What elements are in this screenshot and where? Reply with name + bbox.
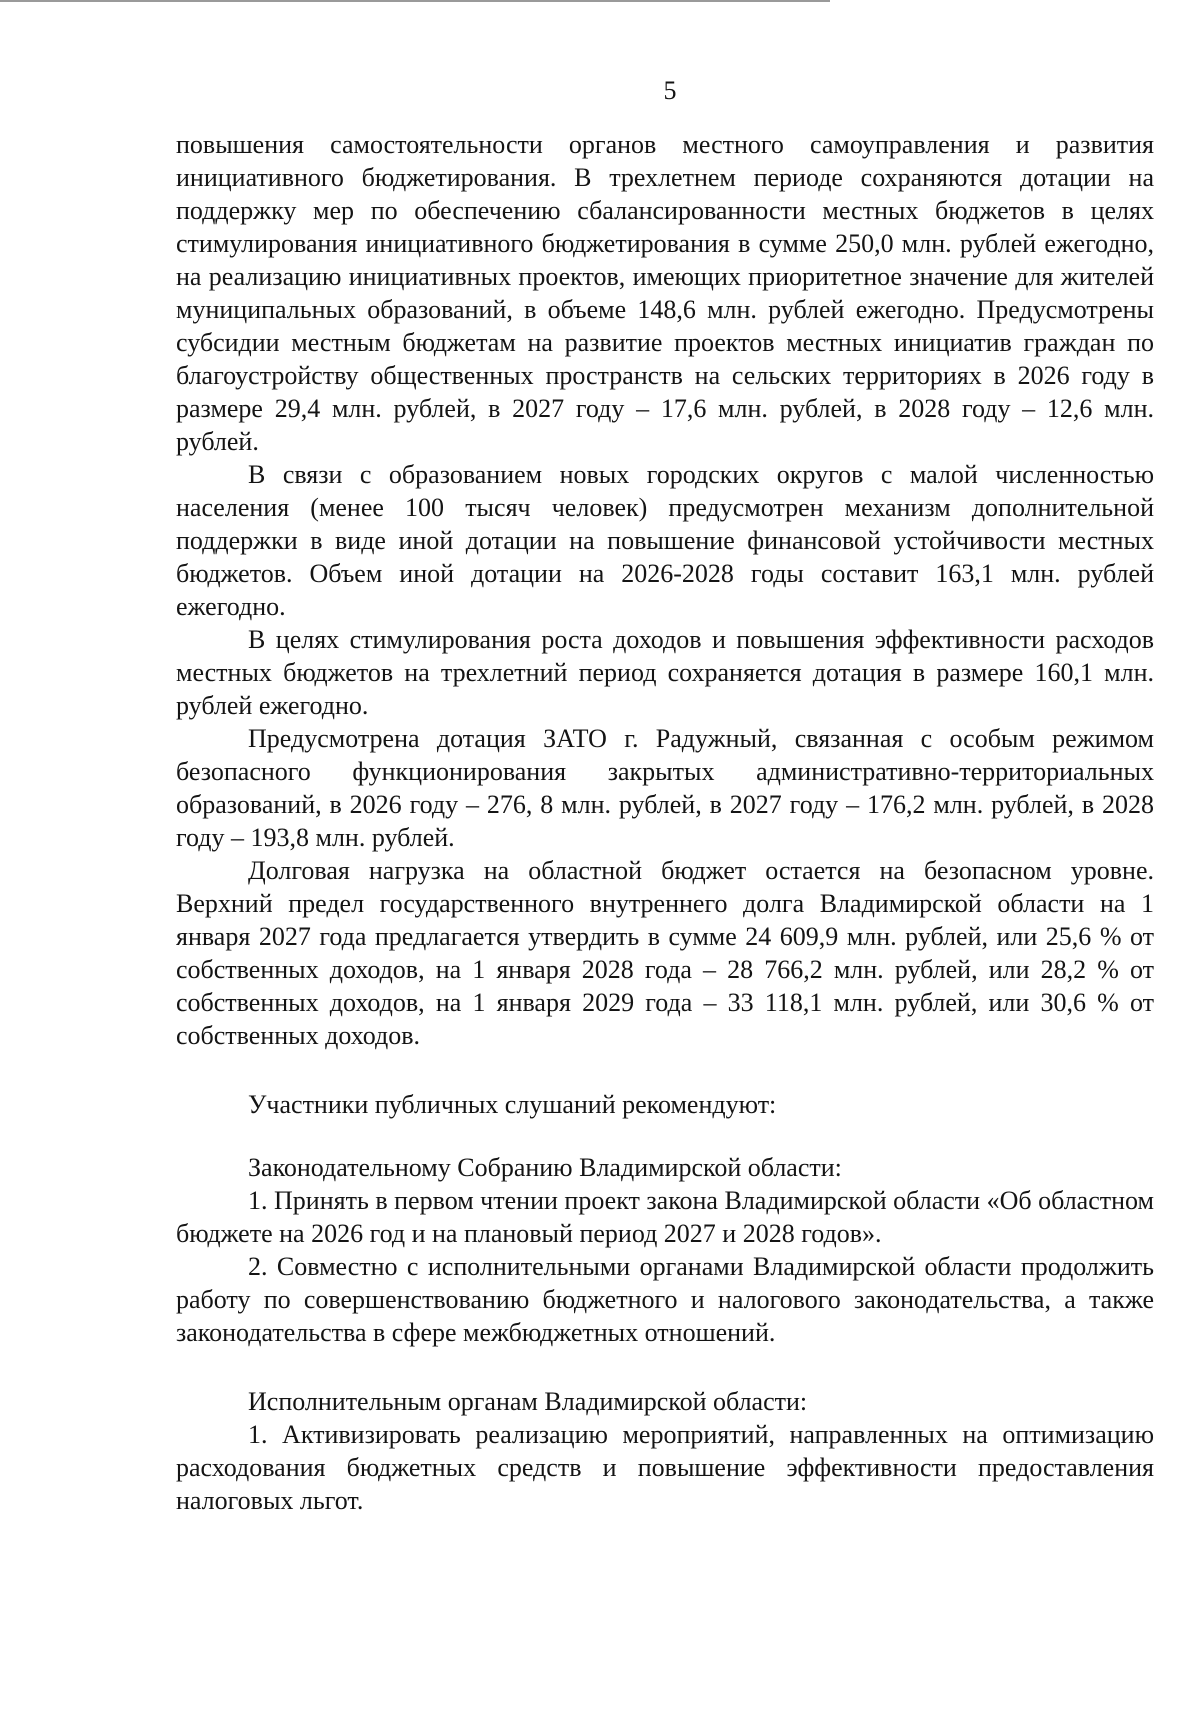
- paragraph-debt-load: Долговая нагрузка на областной бюджет остается на безопасном уровне. Верхний предел государственного внутреннего долга Владимирской области на 1 января 2027 года предлагается утвердить в сумме 24 609,9 млн. рублей, или 25,6 % от собственных доходов, на 1 января 2028 года – 28 766,2 млн. рублей, или 28,2 % от собственных доходов, на 1 января 2029 года – 33 118,1 млн. рублей, или 30,6 % от собственных доходов.: [176, 856, 1154, 1050]
- legislative-assembly-heading: Законодательному Собранию Владимирской области:: [248, 1153, 842, 1182]
- recommendation-item-1: 1. Принять в первом чтении проект закона Владимирской области «Об областном бюджете на 2026 год и на плановый период 2027 и 2028 годов».: [176, 1186, 1154, 1248]
- executive-bodies-heading: Исполнительным органам Владимирской области:: [248, 1387, 808, 1416]
- top-edge-rule: [0, 0, 830, 2]
- paragraph-revenue-growth-subsidy: В целях стимулирования роста доходов и повышения эффективности расходов местных бюджетов на трехлетний период сохраняется дотация в размере 160,1 млн. рублей ежегодно.: [176, 625, 1154, 720]
- paragraph-zato-subsidy: Предусмотрена дотация ЗАТО г. Радужный, связанная с особым режимом безопасного функционирования закрытых административно-территориальных образований, в 2026 году – 276, 8 млн. рублей, в 2027 году – 176,2 млн. рублей, в 2028 году – 193,8 млн. рублей.: [176, 724, 1154, 852]
- paragraph-initiative-budgeting: повышения самостоятельности органов местного самоуправления и развития инициативного бюджетирования. В трехлетнем периоде сохраняются дотации на поддержку мер по обеспечению сбалансированности местных бюджетов в целях стимулирования инициативного бюджетирования в сумме 250,0 млн. рублей ежегодно, на реализацию инициативных проектов, имеющих приоритетное значение для жителей муниципальных образований, в объеме 148,6 млн. рублей ежегодно. Предусмотрены субсидии местным бюджетам на развитие проектов местных инициатив граждан по благоустройству общественных пространств на сельских территориях в 2026 году в размере 29,4 млн. рублей, в 2027 году – 17,6 млн. рублей, в 2028 году – 12,6 млн. рублей.: [176, 130, 1154, 456]
- executive-recommendation-item-1: 1. Активизировать реализацию мероприятий, направленных на оптимизацию расходования бюджетных средств и повышение эффективности предоставления налоговых льгот.: [176, 1420, 1154, 1515]
- paragraph-new-city-districts: В связи с образованием новых городских округов с малой численностью населения (менее 100 тысяч человек) предусмотрен механизм дополнительной поддержки в виде иной дотации на повышение финансовой устойчивости местных бюджетов. Объем иной дотации на 2026-2028 годы составит 163,1 млн. рублей ежегодно.: [176, 460, 1154, 621]
- recommendations-heading: Участники публичных слушаний рекомендуют:: [248, 1090, 777, 1119]
- page-number: 5: [663, 76, 677, 105]
- recommendation-item-2: 2. Совместно с исполнительными органами Владимирской области продолжить работу по совершенствованию бюджетного и налогового законодательства, а также законодательства в сфере межбюджетных отношений.: [176, 1252, 1154, 1347]
- document-body: [176, 128, 1154, 1517]
